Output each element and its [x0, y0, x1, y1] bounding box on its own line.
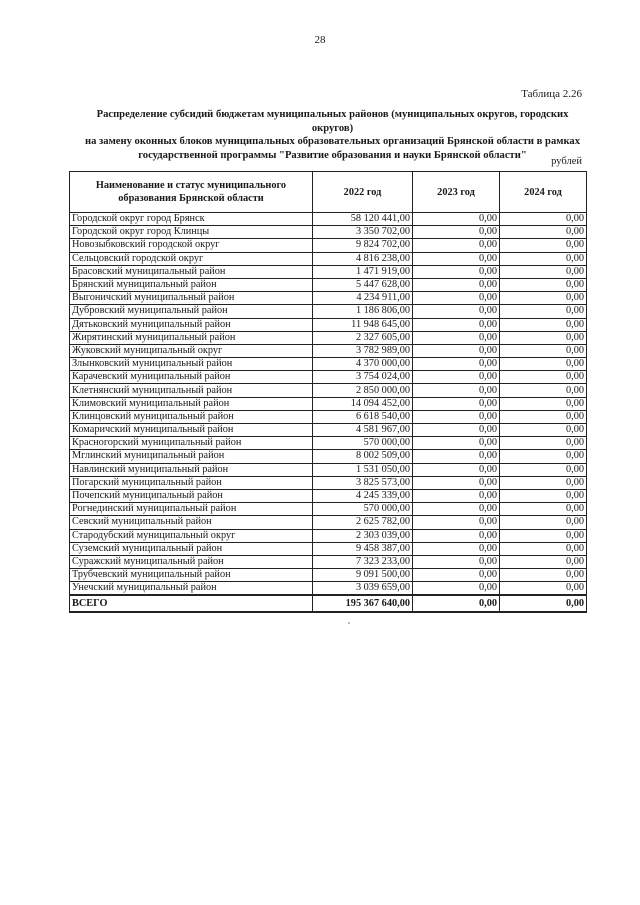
cell-2024: 0,00	[500, 410, 587, 423]
currency-unit: рублей	[551, 156, 582, 167]
table-row	[70, 226, 587, 239]
cell-2024: 0,00	[500, 252, 587, 265]
cell-2024: 0,00	[500, 516, 587, 529]
title-line: Распределение субсидий бюджетам муниципальных районов (муниципальных округов, городских округов)	[96, 109, 569, 134]
cell-2023: 0,00	[413, 226, 500, 239]
subsidy-table	[69, 171, 587, 613]
cell-name: Дубровский муниципальный район	[70, 305, 313, 318]
cell-name: Брасовский муниципальный район	[70, 265, 313, 278]
cell-name: Карачевский муниципальный район	[70, 371, 313, 384]
cell-name: Навлинский муниципальный район	[70, 463, 313, 476]
table-row	[70, 305, 587, 318]
header-name: Наименование и статус муниципального образования Брянской области	[70, 172, 313, 213]
cell-2022: 1 186 806,00	[313, 305, 413, 318]
cell-2023: 0,00	[413, 344, 500, 357]
cell-2022: 58 120 441,00	[313, 213, 413, 226]
cell-name: Мглинский муниципальный район	[70, 450, 313, 463]
cell-2022: 5 447 628,00	[313, 278, 413, 291]
cell-2022: 1 531 050,00	[313, 463, 413, 476]
cell-2022: 7 323 233,00	[313, 555, 413, 568]
table-caption: Таблица 2.26	[521, 88, 582, 100]
table-row	[70, 397, 587, 410]
cell-2022: 4 370 000,00	[313, 358, 413, 371]
cell-2023: 0,00	[413, 371, 500, 384]
cell-2022: 2 327 605,00	[313, 331, 413, 344]
cell-2024: 0,00	[500, 424, 587, 437]
cell-2022: 9 458 387,00	[313, 542, 413, 555]
table-row	[70, 213, 587, 226]
cell-2023: 0,00	[413, 582, 500, 596]
table-row	[70, 450, 587, 463]
cell-2023: 0,00	[413, 569, 500, 582]
cell-2022: 3 039 659,00	[313, 582, 413, 596]
cell-name: Суземский муниципальный район	[70, 542, 313, 555]
cell-2022: 11 948 645,00	[313, 318, 413, 331]
cell-2023: 0,00	[413, 265, 500, 278]
cell-2022: 3 350 702,00	[313, 226, 413, 239]
cell-name: Погарский муниципальный район	[70, 476, 313, 489]
cell-2024: 0,00	[500, 305, 587, 318]
title-line: государственной программы "Развитие образования и науки Брянской области"	[138, 149, 527, 161]
cell-2023: 0,00	[413, 463, 500, 476]
cell-2022: 3 782 989,00	[313, 344, 413, 357]
cell-name: Брянский муниципальный район	[70, 278, 313, 291]
table-row	[70, 555, 587, 568]
scan-speck	[348, 622, 350, 624]
table-row	[70, 529, 587, 542]
cell-name: Красногорский муниципальный район	[70, 437, 313, 450]
cell-name: Почепский муниципальный район	[70, 489, 313, 502]
cell-2023: 0,00	[413, 292, 500, 305]
cell-2023: 0,00	[413, 489, 500, 502]
cell-2022: 3 825 573,00	[313, 476, 413, 489]
table-header-row	[70, 172, 587, 213]
cell-name: Комаричский муниципальный район	[70, 424, 313, 437]
table-row	[70, 582, 587, 596]
table-row	[70, 371, 587, 384]
cell-name: Жирятинский муниципальный район	[70, 331, 313, 344]
cell-2024: 0,00	[500, 292, 587, 305]
cell-2024: 0,00	[500, 397, 587, 410]
table-row	[70, 344, 587, 357]
cell-2023: 0,00	[413, 213, 500, 226]
total-2022: 195 367 640,00	[313, 595, 413, 612]
cell-2023: 0,00	[413, 358, 500, 371]
cell-2024: 0,00	[500, 239, 587, 252]
cell-2023: 0,00	[413, 397, 500, 410]
table-row	[70, 503, 587, 516]
cell-2023: 0,00	[413, 278, 500, 291]
header-2024: 2024 год	[500, 172, 587, 213]
table-row	[70, 476, 587, 489]
cell-name: Новозыбковский городской округ	[70, 239, 313, 252]
table-row	[70, 318, 587, 331]
cell-2024: 0,00	[500, 318, 587, 331]
cell-2023: 0,00	[413, 410, 500, 423]
cell-2022: 4 245 339,00	[313, 489, 413, 502]
table-row	[70, 278, 587, 291]
table-row	[70, 489, 587, 502]
cell-name: Суражский муниципальный район	[70, 555, 313, 568]
table-row	[70, 424, 587, 437]
cell-2023: 0,00	[413, 252, 500, 265]
cell-name: Климовский муниципальный район	[70, 397, 313, 410]
cell-2024: 0,00	[500, 278, 587, 291]
total-label: ВСЕГО	[70, 595, 313, 612]
cell-2022: 570 000,00	[313, 503, 413, 516]
cell-2023: 0,00	[413, 476, 500, 489]
cell-2022: 14 094 452,00	[313, 397, 413, 410]
cell-2022: 1 471 919,00	[313, 265, 413, 278]
cell-2024: 0,00	[500, 503, 587, 516]
total-row	[70, 595, 587, 612]
cell-2022: 9 824 702,00	[313, 239, 413, 252]
cell-2024: 0,00	[500, 344, 587, 357]
table-row	[70, 437, 587, 450]
cell-name: Дятьковский муниципальный район	[70, 318, 313, 331]
cell-2024: 0,00	[500, 489, 587, 502]
cell-2023: 0,00	[413, 555, 500, 568]
cell-name: Клинцовский муниципальный район	[70, 410, 313, 423]
cell-2024: 0,00	[500, 213, 587, 226]
cell-name: Городской округ город Брянск	[70, 213, 313, 226]
table-body	[70, 213, 587, 596]
cell-2024: 0,00	[500, 542, 587, 555]
cell-2024: 0,00	[500, 331, 587, 344]
cell-2023: 0,00	[413, 331, 500, 344]
cell-name: Стародубский муниципальный округ	[70, 529, 313, 542]
cell-2023: 0,00	[413, 318, 500, 331]
table-row	[70, 252, 587, 265]
table-row	[70, 265, 587, 278]
cell-2023: 0,00	[413, 542, 500, 555]
table-row	[70, 292, 587, 305]
cell-2023: 0,00	[413, 529, 500, 542]
table-row	[70, 358, 587, 371]
cell-2024: 0,00	[500, 358, 587, 371]
cell-2022: 4 234 911,00	[313, 292, 413, 305]
cell-2022: 4 581 967,00	[313, 424, 413, 437]
cell-2024: 0,00	[500, 437, 587, 450]
cell-2023: 0,00	[413, 384, 500, 397]
cell-2024: 0,00	[500, 371, 587, 384]
cell-2022: 8 002 509,00	[313, 450, 413, 463]
cell-2023: 0,00	[413, 305, 500, 318]
cell-2022: 9 091 500,00	[313, 569, 413, 582]
cell-2024: 0,00	[500, 226, 587, 239]
cell-2022: 3 754 024,00	[313, 371, 413, 384]
cell-2023: 0,00	[413, 239, 500, 252]
cell-2024: 0,00	[500, 555, 587, 568]
cell-2022: 570 000,00	[313, 437, 413, 450]
cell-name: Рогнединский муниципальный район	[70, 503, 313, 516]
table-row	[70, 463, 587, 476]
cell-2023: 0,00	[413, 450, 500, 463]
cell-2024: 0,00	[500, 450, 587, 463]
table-row	[70, 384, 587, 397]
cell-2023: 0,00	[413, 424, 500, 437]
cell-2023: 0,00	[413, 437, 500, 450]
cell-name: Злынковский муниципальный район	[70, 358, 313, 371]
cell-2023: 0,00	[413, 516, 500, 529]
cell-name: Жуковский муниципальный округ	[70, 344, 313, 357]
total-2023: 0,00	[413, 595, 500, 612]
cell-name: Выгоничский муниципальный район	[70, 292, 313, 305]
cell-2022: 2 625 782,00	[313, 516, 413, 529]
cell-2022: 2 303 039,00	[313, 529, 413, 542]
cell-2023: 0,00	[413, 503, 500, 516]
cell-2024: 0,00	[500, 265, 587, 278]
page-number: 28	[314, 34, 326, 46]
cell-2024: 0,00	[500, 569, 587, 582]
cell-2024: 0,00	[500, 529, 587, 542]
cell-name: Сельцовский городской округ	[70, 252, 313, 265]
cell-2022: 2 850 000,00	[313, 384, 413, 397]
cell-2022: 6 618 540,00	[313, 410, 413, 423]
cell-name: Севский муниципальный район	[70, 516, 313, 529]
cell-2024: 0,00	[500, 384, 587, 397]
table-row	[70, 542, 587, 555]
cell-2024: 0,00	[500, 582, 587, 596]
title-line: на замену оконных блоков муниципальных образовательных организаций Брянской области в рамках	[84, 136, 580, 148]
table-row	[70, 410, 587, 423]
cell-name: Трубчевский муниципальный район	[70, 569, 313, 582]
cell-name: Клетнянский муниципальный район	[70, 384, 313, 397]
document-title	[80, 108, 585, 162]
cell-name: Городской округ город Клинцы	[70, 226, 313, 239]
cell-name: Унечский муниципальный район	[70, 582, 313, 596]
table-row	[70, 516, 587, 529]
table-row	[70, 331, 587, 344]
cell-2024: 0,00	[500, 463, 587, 476]
total-2024: 0,00	[500, 595, 587, 612]
header-2023: 2023 год	[413, 172, 500, 213]
header-2022: 2022 год	[313, 172, 413, 213]
table-row	[70, 569, 587, 582]
cell-2022: 4 816 238,00	[313, 252, 413, 265]
table-row	[70, 239, 587, 252]
cell-2024: 0,00	[500, 476, 587, 489]
